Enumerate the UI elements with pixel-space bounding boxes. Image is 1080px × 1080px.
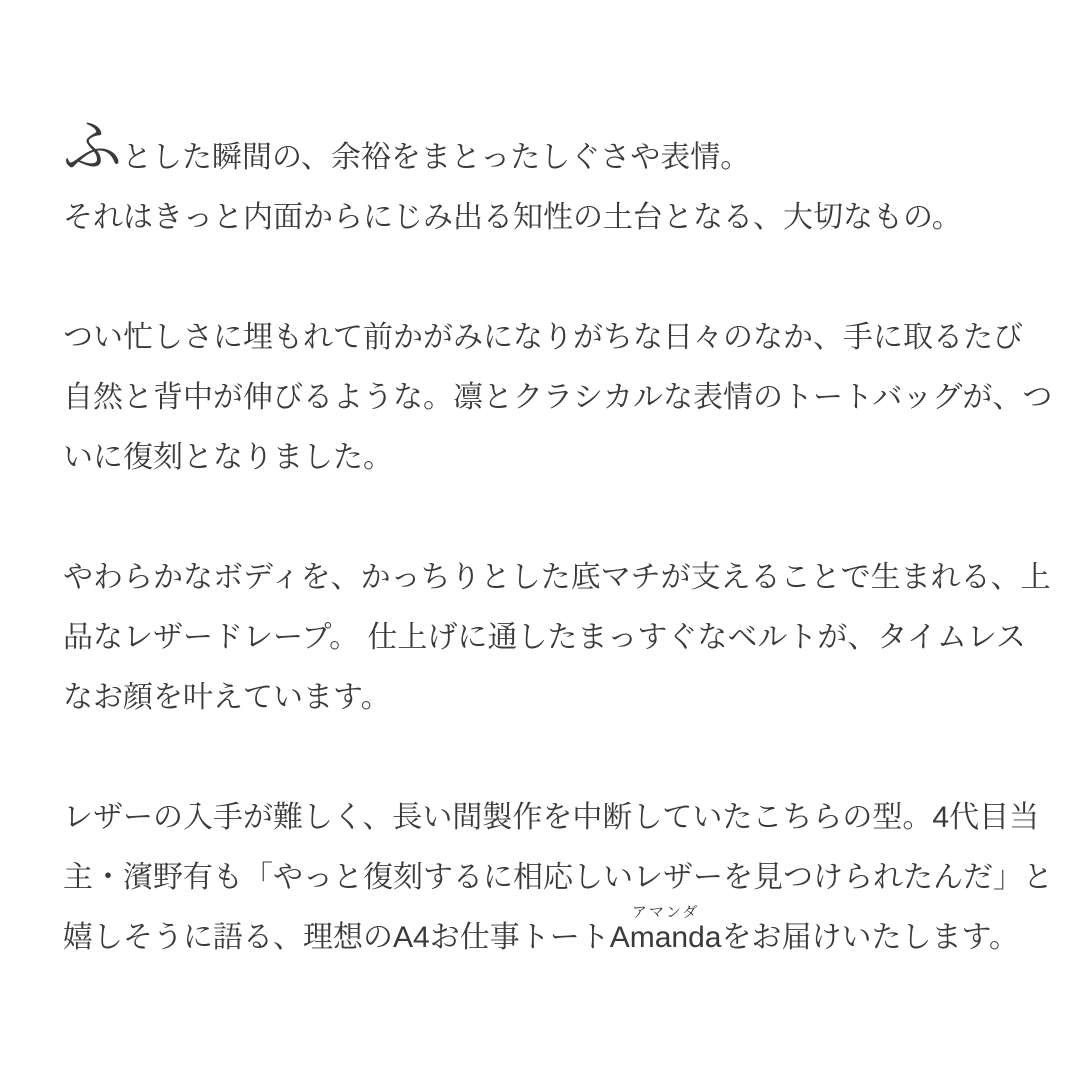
text-line: つい忙しさに埋もれて前かがみになりがちな日々のなか、手に取るたび [63, 321, 1023, 354]
product-description-article [63, 114, 1053, 1028]
product-name: Amanda [609, 921, 722, 954]
text-line [63, 904, 1043, 968]
text-line: 主・濱野有も「やっと復刻するに相応しいレザーを見つけられたんだ」と [63, 861, 1053, 894]
text-line-body: 嬉しそうに語る、理想のA4お仕事トート [63, 921, 610, 954]
text-line: やわらかなボディを、かっちりとした底マチが支えることで生まれる、上 [63, 561, 1051, 594]
product-name-with-furigana [609, 904, 722, 954]
text-line-body: をお届けいたします。 [721, 921, 1020, 954]
text-line: レザーの入手が難しく、長い間製作を中断していたこちらの型。4代目当 [63, 801, 1040, 834]
paragraph-revival [63, 308, 1053, 488]
furigana-annotation: アマンダ [631, 904, 700, 921]
text-line: 品なレザードレープ。 仕上げに通したまっすぐなベルトが、タイムレス [63, 621, 1026, 654]
paragraph-story [63, 788, 1053, 968]
text-line: それはきっと内面からにじみ出る知性の土台となる、大切なもの。 [63, 201, 962, 234]
text-line: いに復刻となりました。 [63, 441, 393, 474]
text-line-body: とした瞬間の、余裕をまとったしぐさや表情。 [122, 141, 751, 174]
text-line [63, 114, 1043, 188]
dropcap-character: ふ [63, 114, 123, 180]
paragraph-design [63, 548, 1051, 728]
text-line: なお顔を叶えています。 [63, 681, 391, 714]
paragraph-intro [63, 114, 1043, 248]
text-line: 自然と背中が伸びるような。凛とクラシカルな表情のトートバッグが、つ [63, 381, 1053, 414]
